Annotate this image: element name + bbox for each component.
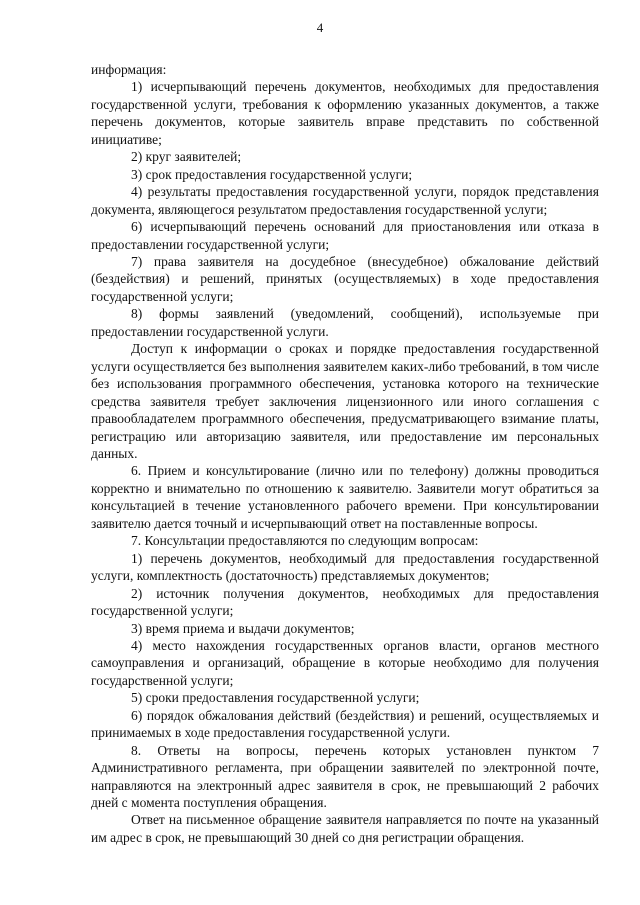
paragraph: 2) круг заявителей; (131, 149, 242, 165)
paragraph: Ответ на письменное обращение заявителя направляется по почте на указанный им адрес в срок, не превышающий 30 дней со дня регистрации обращения. (91, 812, 599, 845)
page-number: 4 (316, 20, 324, 35)
paragraph: 4) место нахождения государственных органов власти, органов местного самоуправления и организаций, обращение в которые необходимо для получения государственной услуги; (91, 637, 599, 688)
paragraph: 6) исчерпывающий перечень оснований для приостановления или отказа в предоставлении государственной услуги; (91, 219, 599, 252)
paragraph: 3) срок предоставления государственной услуги; (131, 166, 413, 182)
document-body (91, 61, 599, 846)
paragraph: 6. Прием и консультирование (лично или по телефону) должны проводиться корректно и внимательно по отношению к заявителю. Заявители могут обратиться за консультацией в течение установленного рабочего времени. При консультировании заявителю дается точный и исчерпывающий ответ на поставленные вопросы. (91, 463, 599, 531)
paragraph: 6) порядок обжалования действий (бездействия) и решений, осуществляемых и принимаемых в ходе предоставления государственной услуги. (91, 707, 599, 741)
paragraph: 4) результаты предоставления государственной услуги, порядок представления документа, являющегося результатом предоставления государственной услуги; (91, 184, 599, 217)
paragraph: 2) источник получения документов, необходимых для предоставления государственной услуги; (91, 585, 599, 619)
paragraph: 7. Консультации предоставляются по следующим вопросам: (131, 533, 479, 549)
paragraph: 3) время приема и выдачи документов; (131, 620, 355, 636)
paragraph: 1) исчерпывающий перечень документов, необходимых для предоставления государственной услуги, требования к оформлению указанных документов, а также перечень документов, которые заявитель вправе представить по собственной инициативе; (91, 79, 599, 147)
paragraph: информация: (91, 62, 167, 77)
paragraph: Доступ к информации о сроках и порядке предоставления государственной услуги осуществляется без выполнения заявителем каких-либо требований, в том числе без использования программного обеспечения, установка которого на технические средства заявителя требует заключения лицензионного или иного соглашения с правообладателем программного обеспечения, предусматривающего взимание платы, регистрацию или авторизацию заявителя, или предоставление им персональных данных. (91, 341, 599, 461)
paragraph: 1) перечень документов, необходимый для предоставления государственной услуги, комплектность (достаточность) представляемых документов; (91, 550, 599, 584)
paragraph: 5) сроки предоставления государственной услуги; (131, 690, 420, 706)
paragraph: 8) формы заявлений (уведомлений, сообщений), используемые при предоставлении государственной услуги. (91, 306, 599, 339)
paragraph: 7) права заявителя на досудебное (внесудебное) обжалование действий (бездействия) и решений, принятых (осуществляемых) в ходе предоставления государственной услуги; (91, 253, 599, 304)
paragraph: 8. Ответы на вопросы, перечень которых установлен пунктом 7 Административного регламента, при обращении заявителей по электронной почте, направляются на электронный адрес заявителя в срок, не превышающий 2 рабочих дней с момента поступления обращения. (91, 742, 599, 811)
